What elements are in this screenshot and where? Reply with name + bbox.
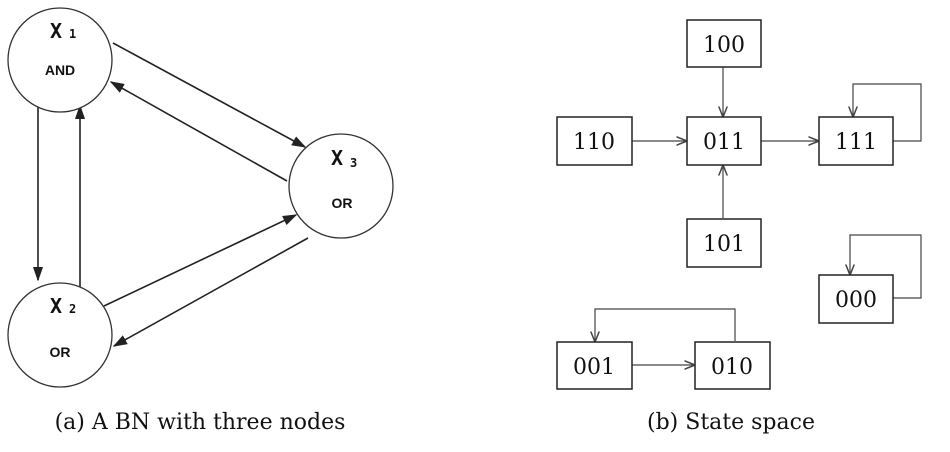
edge-x3-to-x1 <box>111 82 287 181</box>
state-010 <box>695 342 770 389</box>
bn-node-x1 <box>8 8 112 112</box>
state-label: 110 <box>573 130 615 155</box>
caption-a: (a) A BN with three nodes <box>54 410 346 435</box>
state-111 <box>819 117 893 165</box>
bn-node-x2 <box>8 283 112 387</box>
node-function: AND <box>44 62 76 78</box>
state-011 <box>687 117 761 165</box>
node-name: X <box>50 19 63 43</box>
state-110 <box>557 117 632 165</box>
node-subscript: 1 <box>69 27 77 41</box>
node-name: X <box>331 146 344 170</box>
node-name: X <box>50 294 63 318</box>
state-label: 001 <box>573 355 615 380</box>
state-label: 100 <box>703 33 745 58</box>
caption-b: (b) State space <box>647 410 815 435</box>
state-space-diagram <box>557 20 921 435</box>
state-100 <box>687 20 761 67</box>
node-subscript: 3 <box>350 156 358 170</box>
state-label: 010 <box>711 355 753 380</box>
state-001 <box>557 342 632 389</box>
state-101 <box>687 219 761 267</box>
state-label: 000 <box>835 288 877 313</box>
bn-node-x3 <box>289 134 393 238</box>
state-000 <box>819 275 893 323</box>
node-function: OR <box>49 344 71 360</box>
state-label: 011 <box>703 130 745 155</box>
state-label: 101 <box>703 232 745 257</box>
edge-x1-to-x3 <box>113 43 305 147</box>
bn-diagram <box>8 8 393 435</box>
edge-x3-to-x2 <box>114 238 308 346</box>
node-subscript: 2 <box>69 302 77 316</box>
state-label: 111 <box>835 130 877 155</box>
node-function: OR <box>331 195 353 211</box>
transition-010-to-001 <box>595 309 735 341</box>
